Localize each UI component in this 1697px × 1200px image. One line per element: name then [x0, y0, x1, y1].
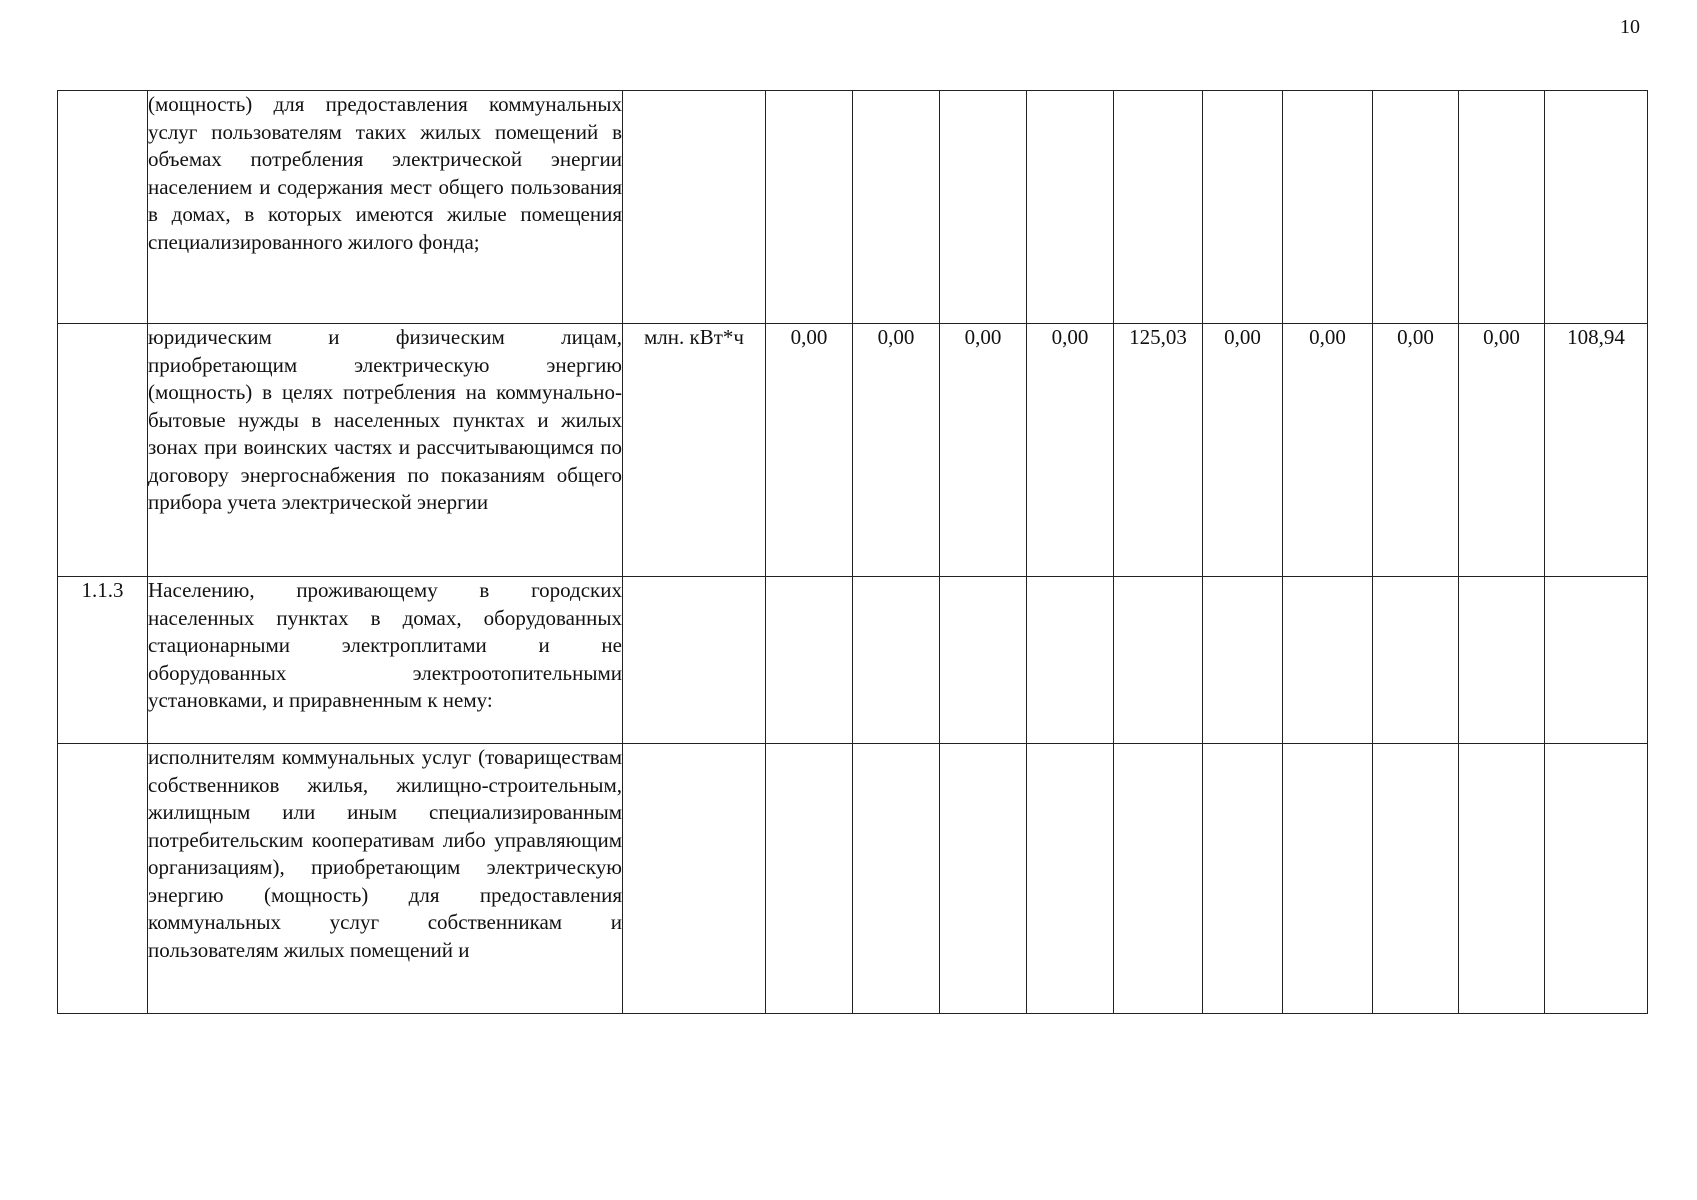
- table-row: [58, 324, 1648, 577]
- value-cell: 0,00: [1027, 324, 1114, 577]
- value-cell: [1027, 577, 1114, 744]
- value-cell: [1373, 577, 1459, 744]
- value-cell: 0,00: [1203, 324, 1283, 577]
- value-cell: 108,94: [1545, 324, 1648, 577]
- tariff-table: [57, 90, 1648, 1014]
- value-cell: [766, 91, 853, 324]
- description-cell: юридическим и физическим лицам, приобретающим электрическую энергию (мощность) в целях потребления на коммунально-бытовые нужды в населенных пунктах и жилых зонах при воинских частях и рассчитывающимся по договору энергоснабжения по показаниям общего прибора учета электрической энергии: [148, 324, 623, 577]
- row-number-cell: [58, 324, 148, 577]
- description-cell: (мощность) для предоставления коммунальных услуг пользователям таких жилых помещений в объемах потребления электрической энергии населением и содержания мест общего пользования в домах, в которых имеются жилые помещения специализированного жилого фонда;: [148, 91, 623, 324]
- value-cell: [940, 744, 1027, 1014]
- value-cell: [940, 577, 1027, 744]
- value-cell: [853, 91, 940, 324]
- value-cell: [766, 744, 853, 1014]
- row-number-cell: [58, 91, 148, 324]
- description-cell: Населению, проживающему в городских населенных пунктах в домах, оборудованных стационарными электроплитами и не оборудованных электроотопительными установками, и приравненным к нему:: [148, 577, 623, 744]
- value-cell: 0,00: [853, 324, 940, 577]
- value-cell: 0,00: [1373, 324, 1459, 577]
- value-cell: [1283, 744, 1373, 1014]
- unit-cell: [623, 91, 766, 324]
- value-cell: [1373, 91, 1459, 324]
- value-cell: [1545, 577, 1648, 744]
- value-cell: [1114, 91, 1203, 324]
- value-cell: [1373, 744, 1459, 1014]
- value-cell: [1203, 577, 1283, 744]
- value-cell: 0,00: [1283, 324, 1373, 577]
- value-cell: [1459, 577, 1545, 744]
- unit-cell: млн. кВт*ч: [623, 324, 766, 577]
- unit-cell: [623, 577, 766, 744]
- row-number-cell: 1.1.3: [58, 577, 148, 744]
- table-row: [58, 744, 1648, 1014]
- table-row: [58, 91, 1648, 324]
- value-cell: [1203, 91, 1283, 324]
- value-cell: [1114, 577, 1203, 744]
- value-cell: [1459, 744, 1545, 1014]
- value-cell: [1459, 91, 1545, 324]
- value-cell: [1283, 91, 1373, 324]
- value-cell: 125,03: [1114, 324, 1203, 577]
- value-cell: [766, 577, 853, 744]
- value-cell: [1114, 744, 1203, 1014]
- value-cell: [1545, 744, 1648, 1014]
- value-cell: 0,00: [940, 324, 1027, 577]
- value-cell: [1545, 91, 1648, 324]
- value-cell: [940, 91, 1027, 324]
- description-cell: исполнителям коммунальных услуг (товариществам собственников жилья, жилищно-строительным, жилищным или иным специализированным потребительским кооперативам либо управляющим организациям), приобретающим электрическую энергию (мощность) для предоставления коммунальных услуг собственникам и пользователям жилых помещений и: [148, 744, 623, 1014]
- value-cell: [1203, 744, 1283, 1014]
- row-number-cell: [58, 744, 148, 1014]
- value-cell: 0,00: [1459, 324, 1545, 577]
- value-cell: [1283, 577, 1373, 744]
- table-row: [58, 577, 1648, 744]
- value-cell: [853, 744, 940, 1014]
- value-cell: [1027, 91, 1114, 324]
- value-cell: [1027, 744, 1114, 1014]
- page-number: 10: [1620, 16, 1640, 38]
- unit-cell: [623, 744, 766, 1014]
- value-cell: 0,00: [766, 324, 853, 577]
- value-cell: [853, 577, 940, 744]
